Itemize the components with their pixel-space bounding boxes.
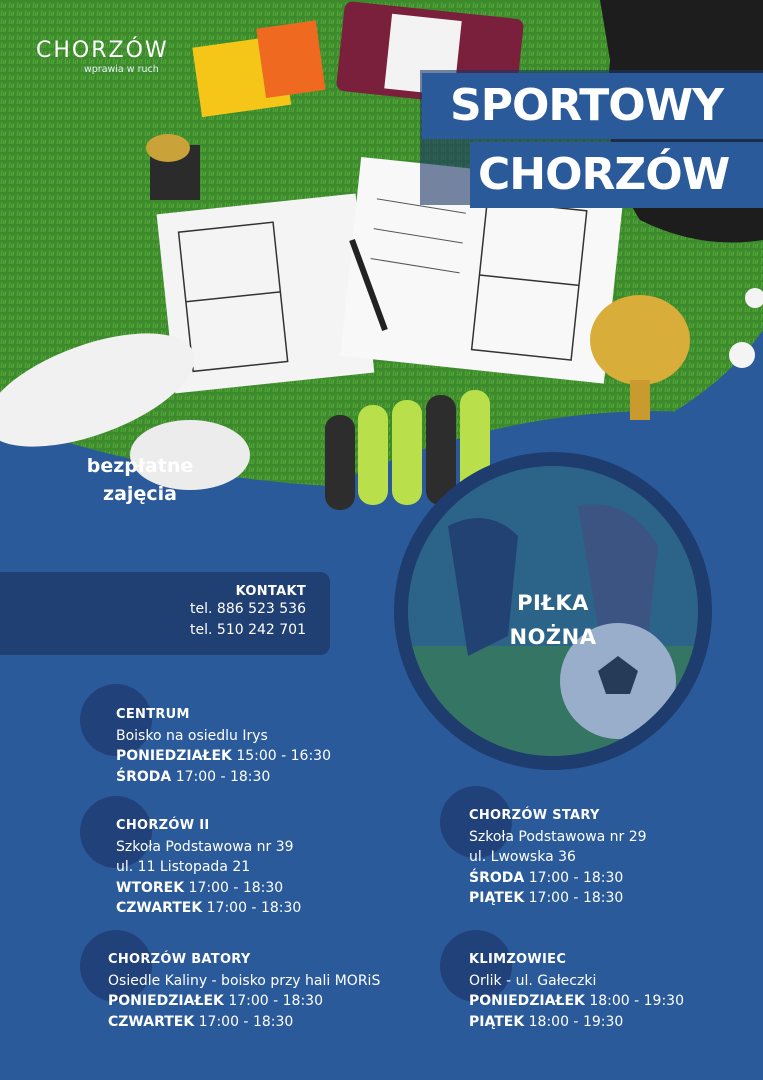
location-centrum [116, 705, 331, 787]
schedule-time: 17:00 - 18:30 [175, 768, 271, 785]
contact-phone-2: tel. 510 242 701 [190, 622, 306, 638]
location-title: KLIMZOWIEC [469, 952, 567, 967]
location-klimzowiec [469, 950, 684, 1032]
schedule-row [469, 991, 684, 1012]
schedule-row [469, 888, 647, 909]
sport-line-2: NOŻNA [509, 625, 597, 649]
badge-line-1: bezpłatne [86, 455, 194, 477]
sport-line-1: PIŁKA [517, 591, 589, 615]
schedule-day: CZWARTEK [116, 900, 203, 916]
schedule-day: ŚRODA [116, 768, 172, 785]
schedule-time: 17:00 - 18:30 [206, 900, 302, 916]
location-chorzow-stary [469, 806, 647, 909]
schedule-row [116, 746, 331, 767]
schedule-row [116, 767, 331, 788]
schedule-time: 15:00 - 16:30 [236, 748, 331, 764]
chorzow-logo [36, 38, 176, 75]
schedule-row [469, 868, 647, 889]
schedule-row [108, 1012, 380, 1033]
schedule-day: PONIEDZIAŁEK [469, 993, 585, 1009]
free-classes-badge [60, 438, 220, 538]
schedule-day: PIĄTEK [469, 1013, 525, 1030]
schedule-day: PONIEDZIAŁEK [108, 993, 224, 1009]
logo-wordmark: CHORZÓW [36, 38, 169, 63]
contact-box [0, 572, 330, 655]
schedule-day: ŚRODA [469, 869, 525, 886]
schedule-time: 17:00 - 18:30 [528, 869, 624, 886]
sport-label [408, 586, 698, 654]
title-line-1: SPORTOWY [450, 80, 724, 131]
schedule-time: 17:00 - 18:30 [198, 1013, 294, 1030]
schedule-day: PONIEDZIAŁEK [116, 748, 232, 764]
schedule-day: WTOREK [116, 879, 185, 896]
schedule-row [469, 1012, 684, 1033]
location-title: CHORZÓW STARY [469, 808, 600, 823]
schedule-time: 18:00 - 19:30 [589, 993, 684, 1009]
schedule-row [116, 878, 301, 899]
title-line-2: CHORZÓW [478, 149, 730, 200]
location-address: Szkoła Podstawowa nr 29 [469, 828, 647, 845]
schedule-time: 17:00 - 18:30 [228, 993, 323, 1009]
location-title: CHORZÓW II [116, 818, 210, 833]
schedule-row [108, 991, 380, 1012]
location-address: ul. Lwowska 36 [469, 849, 576, 865]
location-address: Orlik - ul. Gałeczki [469, 972, 597, 989]
schedule-day: CZWARTEK [108, 1013, 195, 1030]
location-address: Boisko na osiedlu Irys [116, 727, 268, 744]
location-title: CHORZÓW BATORY [108, 952, 251, 967]
contact-title: KONTAKT [235, 584, 306, 599]
schedule-day: PIĄTEK [469, 890, 525, 906]
contact-phone-1: tel. 886 523 536 [190, 601, 306, 617]
location-chorzow-batory [108, 950, 380, 1032]
location-title: CENTRUM [116, 707, 190, 722]
sport-circle [394, 452, 712, 770]
logo-tagline: wprawia w ruch [84, 64, 159, 75]
location-chorzow-ii [116, 816, 301, 919]
location-address: ul. 11 Listopada 21 [116, 859, 251, 875]
schedule-row [116, 898, 301, 919]
schedule-time: 17:00 - 18:30 [528, 890, 624, 906]
schedule-time: 18:00 - 19:30 [528, 1013, 624, 1030]
location-address: Szkoła Podstawowa nr 39 [116, 838, 294, 855]
schedule-time: 17:00 - 18:30 [188, 879, 284, 896]
location-address: Osiedle Kaliny - boisko przy hali MORiS [108, 972, 381, 989]
football-photo [408, 466, 698, 756]
badge-line-2: zajęcia [103, 483, 177, 505]
